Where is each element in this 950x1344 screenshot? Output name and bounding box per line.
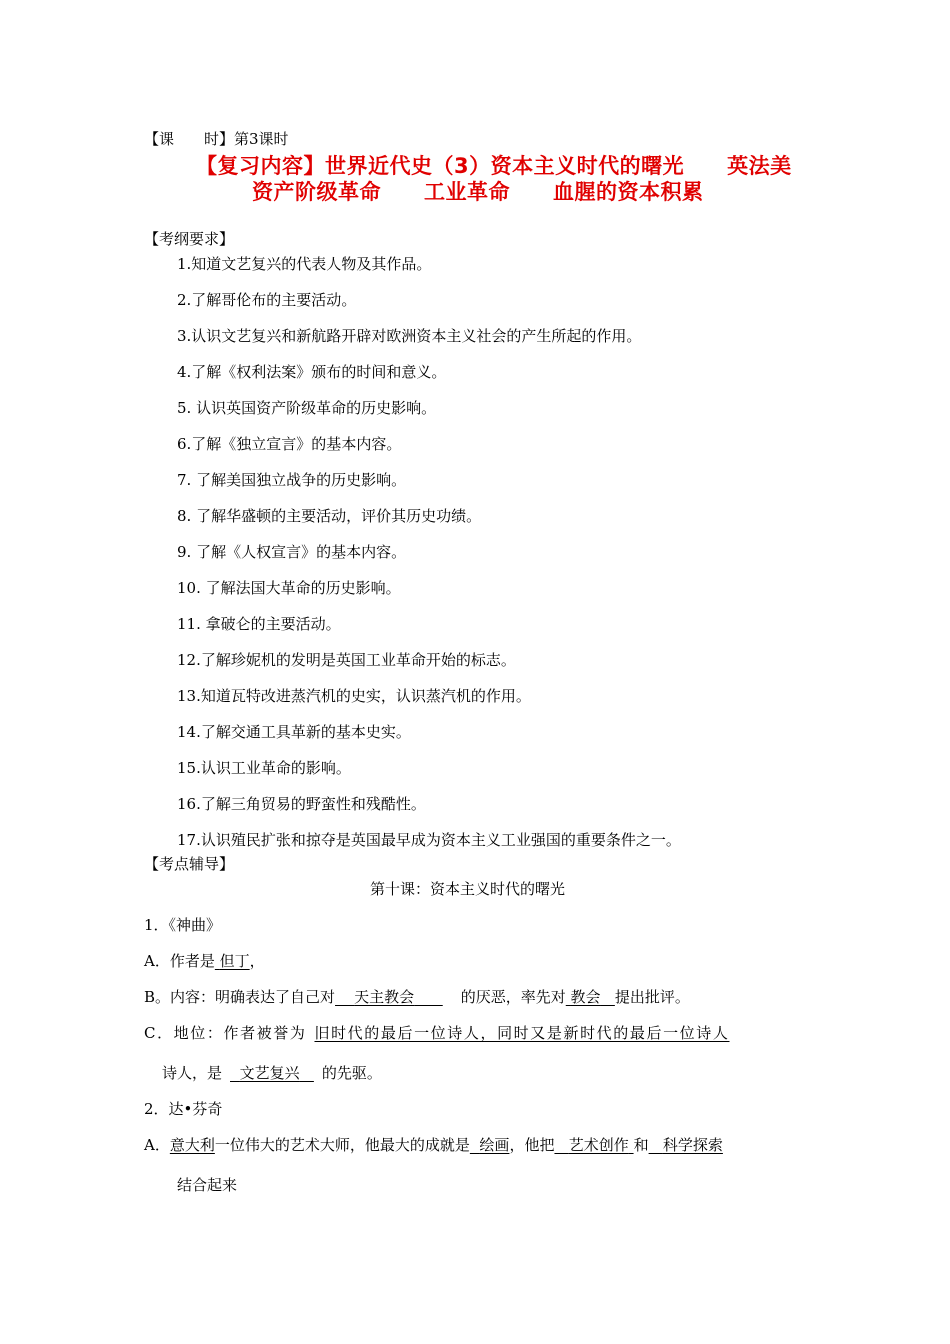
fill-blank-answer: 天主教会 (354, 988, 415, 1006)
question-title: 2．达•芬奇 (144, 1100, 223, 1118)
requirement-item: 8. 了解华盛顿的主要活动，评价其历史功绩。 (177, 507, 482, 525)
lesson-label: 【课 时】第3课时 (144, 130, 289, 148)
requirement-item: 11. 拿破仑的主要活动。 (177, 615, 341, 633)
requirement-item: 1.知道文艺复兴的代表人物及其作品。 (177, 255, 432, 273)
fill-blank-answer: 意大利 (169, 1136, 215, 1154)
line-text: B。内容：明确表达了自己对 (144, 988, 336, 1006)
line-text: C．地位：作者被誉为 (144, 1024, 307, 1042)
requirement-item: 6.了解《独立宣言》的基本内容。 (177, 435, 402, 453)
requirement-item: 9. 了解《人权宣言》的基本内容。 (177, 543, 407, 561)
answer-line (144, 1022, 730, 1043)
fill-blank-answer: 科学探索 (662, 1136, 723, 1154)
requirement-item: 3.认识文艺复兴和新航路开辟对欧洲资本主义社会的产生所起的作用。 (177, 327, 642, 345)
guidance-heading: 【考点辅导】 (144, 855, 235, 873)
requirement-item: 15.认识工业革命的影响。 (177, 759, 351, 777)
line-text: A．作者是 (144, 952, 215, 970)
answer-line (144, 1134, 723, 1155)
line-text: ， (249, 952, 265, 970)
requirement-item: 7. 了解美国独立战争的历史影响。 (177, 471, 407, 489)
fill-blank-answer: 艺术创作 (568, 1136, 629, 1154)
page-title-line2: 资产阶级革命 工业革命 血腥的资本积累 (252, 180, 704, 204)
requirement-item: 10. 了解法国大革命的历史影响。 (177, 579, 401, 597)
requirement-item: 14.了解交通工具革新的基本史实。 (177, 723, 411, 741)
question-title: 1．《神曲》 (144, 916, 222, 934)
answer-line (144, 986, 690, 1007)
answer-line-continued: 结合起来 (177, 1176, 238, 1194)
line-text: A． (144, 1136, 170, 1154)
lesson-title: 第十课：资本主义时代的曙光 (370, 880, 566, 898)
requirement-item: 2.了解哥伦布的主要活动。 (177, 291, 357, 309)
line-text: 的厌恶，率先对 (460, 988, 566, 1006)
fill-blank-answer: 教会 (570, 988, 601, 1006)
requirement-item: 5. 认识英国资产阶级革命的历史影响。 (177, 399, 437, 417)
fill-blank-answer: 旧时代的最后一位诗人，同时又是新时代的最后一位诗人 (314, 1024, 730, 1042)
fill-blank-answer: 绘画 (479, 1136, 510, 1154)
fill-blank-answer: 文艺复兴 (239, 1064, 300, 1082)
requirement-item: 4.了解《权利法案》颁布的时间和意义。 (177, 363, 447, 381)
answer-line (162, 1062, 382, 1083)
line-text: 一位伟大的艺术大师，他最大的成就是 (214, 1136, 470, 1154)
line-text: ，他把 (509, 1136, 555, 1154)
requirements-heading: 【考纲要求】 (144, 230, 235, 248)
requirement-item: 13.知道瓦特改进蒸汽机的史实，认识蒸汽机的作用。 (177, 687, 531, 705)
answer-line (144, 950, 265, 971)
line-text: 的先驱。 (321, 1064, 382, 1082)
requirement-item: 16.了解三角贸易的野蛮性和残酷性。 (177, 795, 426, 813)
requirement-item: 12.了解珍妮机的发明是英国工业革命开始的标志。 (177, 651, 516, 669)
line-text: 提出批评。 (614, 988, 690, 1006)
line-text: 和 (633, 1136, 649, 1154)
fill-blank-answer: 但丁 (219, 952, 250, 970)
requirement-item: 17.认识殖民扩张和掠夺是英国最早成为资本主义工业强国的重要条件之一。 (177, 831, 681, 849)
line-text: 诗人，是 (162, 1064, 223, 1082)
page-title-line1: 【复习内容】世界近代史（3）资本主义时代的曙光 英法美 (196, 154, 792, 178)
